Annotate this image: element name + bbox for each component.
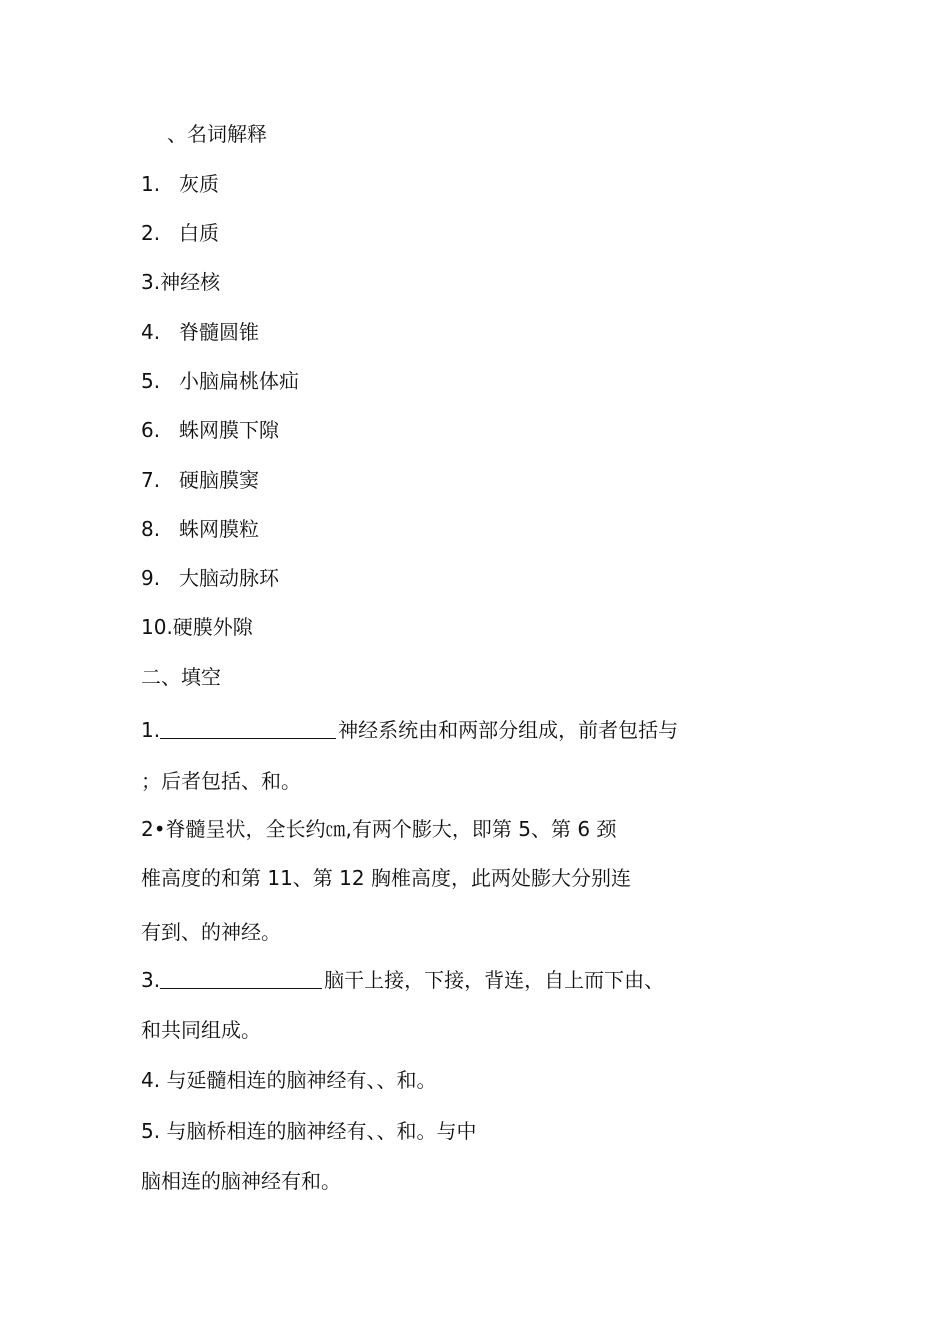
list-item	[141, 368, 299, 394]
answer-blank[interactable]	[160, 970, 322, 989]
question-3-line-1	[141, 967, 664, 993]
question-3-line-2: 和共同组成。	[141, 1018, 261, 1042]
item-text: 硬脑膜窦	[179, 468, 259, 492]
item-number: 6.	[141, 418, 161, 442]
answer-blank[interactable]	[160, 720, 336, 739]
list-item	[141, 417, 279, 443]
item-text: 蛛网膜下隙	[179, 418, 279, 442]
list-item	[141, 565, 279, 591]
item-text: 灰质	[179, 172, 219, 196]
item-number: 5.	[141, 369, 161, 393]
item-text: 蛛网膜粒	[179, 517, 259, 541]
list-item	[141, 220, 219, 246]
item-text: 10.硬膜外隙	[141, 615, 253, 639]
list-item	[141, 614, 253, 640]
item-number: 7.	[141, 468, 161, 492]
question-4-line-1: 4. 与延髓相连的脑神经有、、和。	[141, 1068, 437, 1092]
question-5-line-2: 脑相连的脑神经有和。	[141, 1169, 341, 1193]
list-item	[141, 319, 259, 345]
item-number: 8.	[141, 517, 161, 541]
question-2-line-2: 椎高度的和第 11、第 12 胸椎高度，此两处膨大分别连	[141, 866, 631, 890]
question-number: 3.	[141, 968, 161, 992]
question-2-line-1: 2•脊髓呈状，全长约㎝,有两个膨大，即第 5、第 6 颈	[141, 817, 617, 841]
item-text: 白质	[179, 221, 219, 245]
question-text: 神经系统由和两部分组成，前者包括与	[338, 718, 679, 742]
question-1-line-1	[141, 717, 678, 743]
question-2-line-3: 有到、的神经。	[141, 920, 281, 944]
item-number: 4.	[141, 320, 161, 344]
item-number: 2.	[141, 221, 161, 245]
question-number: 1.	[141, 718, 161, 742]
list-item	[141, 171, 219, 197]
item-number: 9.	[141, 566, 161, 590]
section-title-definitions: 、名词解释	[167, 122, 267, 146]
list-item	[141, 516, 259, 542]
item-text: 大脑动脉环	[179, 566, 279, 590]
question-5-line-1: 5. 与脑桥相连的脑神经有、、和。与中	[141, 1119, 477, 1143]
list-item	[141, 467, 259, 493]
question-1-line-2: ；后者包括、和。	[141, 769, 301, 793]
item-text: 3.神经核	[141, 270, 221, 294]
list-item	[141, 269, 220, 295]
item-number: 1.	[141, 172, 161, 196]
item-text: 小脑扁桃体疝	[179, 369, 299, 393]
question-text: 脑干上接，下接，背连，自上而下由、	[324, 968, 665, 992]
item-text: 脊髓圆锥	[179, 320, 259, 344]
section-title-fill-in: 二、填空	[141, 665, 221, 689]
